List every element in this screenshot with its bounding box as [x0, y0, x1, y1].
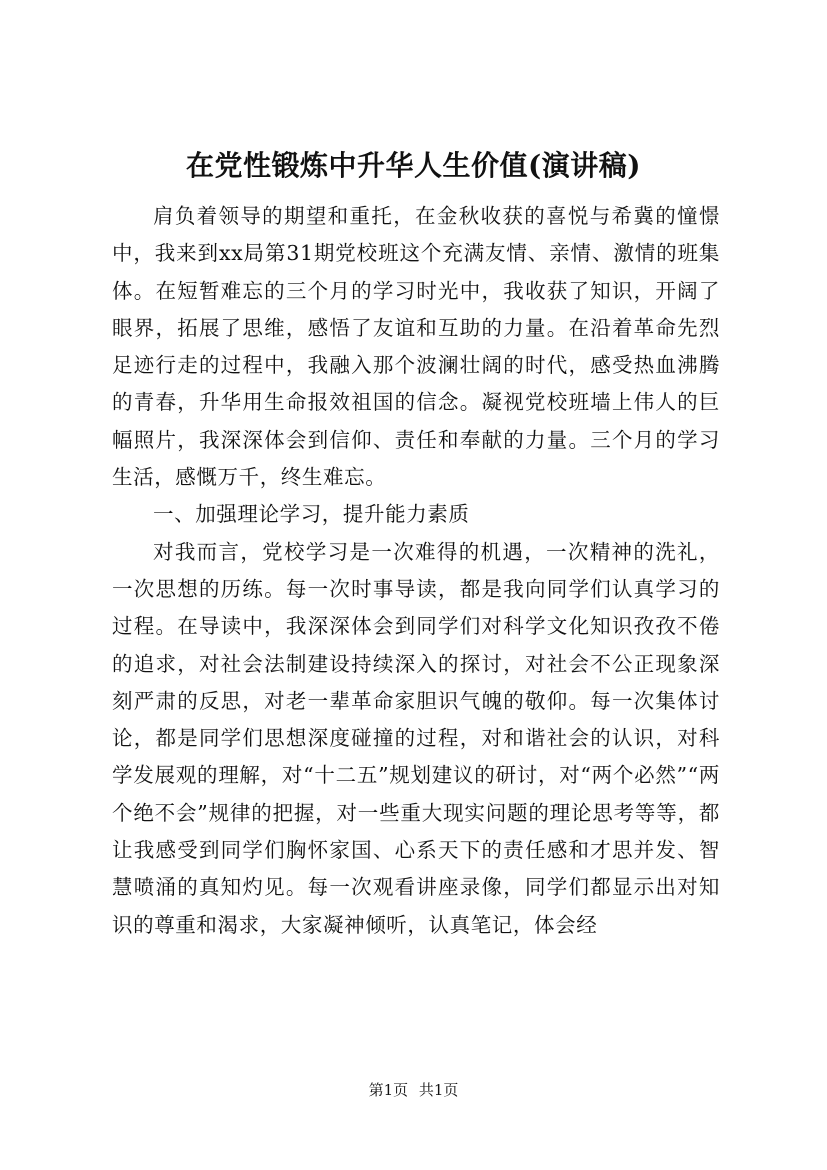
page-footer [0, 1080, 827, 1100]
paragraph-intro: 肩负着领导的期望和重托，在金秋收获的喜悦与希冀的憧憬中，我来到xx局第31期党校班这个充满友情、亲情、激情的班集体。在短暂难忘的三个月的学习时光中，我收获了知识，开阔了眼界，拓展了思维，感悟了友谊和互助的力量。在沿着革命先烈足迹行走的过程中，我融入那个波澜壮阔的时代，感受热血沸腾的青春，升华用生命报效祖国的信念。凝视党校班墙上伟人的巨幅照片，我深深体会到信仰、责任和奉献的力量。三个月的学习生活，感慨万千，终生难忘。 [112, 204, 720, 490]
document-body [112, 198, 720, 944]
page-total: 共1页 [418, 1081, 459, 1099]
document-title: 在党性锻炼中升华人生价值(演讲稿) [186, 149, 641, 182]
page-number: 第1页 [368, 1081, 409, 1099]
section-heading: 一、加强理论学习，提升能力素质 [153, 502, 470, 527]
paragraph-section-one: 对我而言，党校学习是一次难得的机遇，一次精神的洗礼，一次思想的历练。每一次时事导读，都是我向同学们认真学习的过程。在导读中，我深深体会到同学们对科学文化知识孜孜不倦的追求，对社会法制建设持续深入的探讨，对社会不公正现象深刻严肃的反思，对老一辈革命家胆识气魄的敬仰。每一次集体讨论，都是同学们思想深度碰撞的过程，对和谐社会的认识，对科学发展观的理解，对“十二五”规划建议的研讨，对“两个必然”“两个绝不会”规律的把握，对一些重大现实问题的理论思考等等，都让我感受到同学们胸怀家国、心系天下的责任感和才思并发、智慧喷涌的真知灼见。每一次观看讲座录像，同学们都显示出对知识的尊重和渴求，大家凝神倾听，认真笔记，体会经 [112, 539, 720, 937]
